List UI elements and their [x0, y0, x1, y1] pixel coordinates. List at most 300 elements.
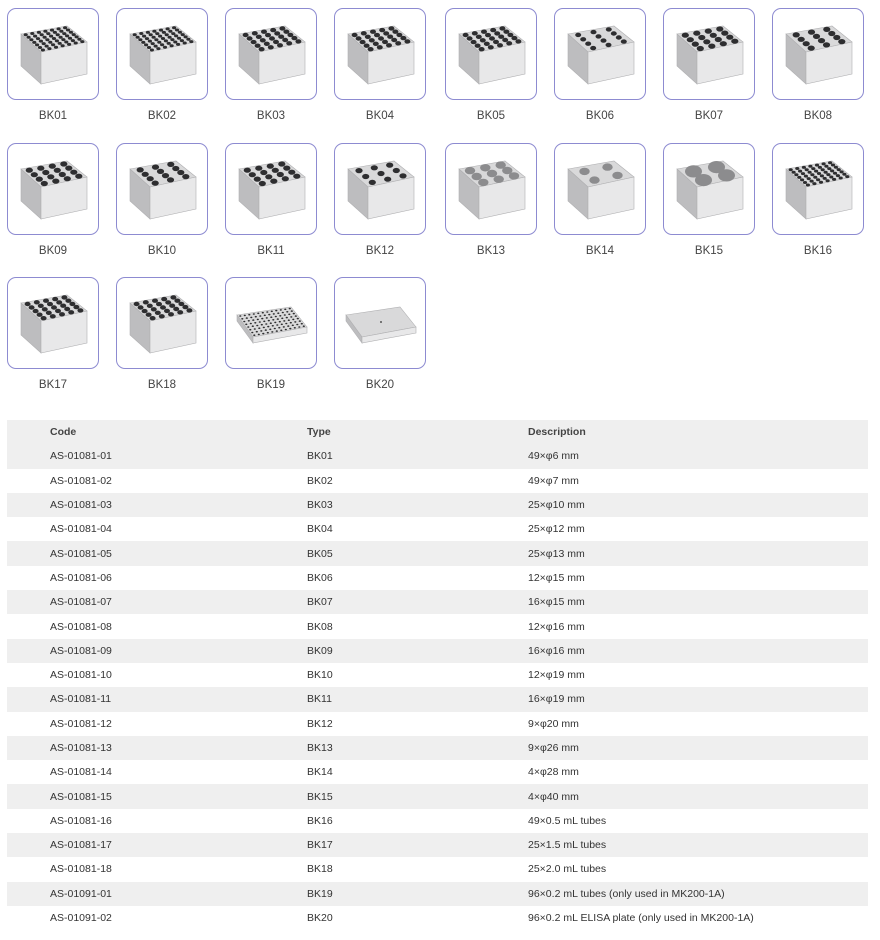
well-hole [47, 47, 51, 50]
well-hole [481, 30, 487, 34]
well-hole [42, 170, 49, 175]
well-hole [61, 38, 65, 41]
well-hole [833, 35, 840, 40]
well-hole [253, 313, 255, 315]
well-hole [255, 44, 261, 48]
well-hole [272, 168, 279, 173]
well-hole [261, 318, 263, 320]
heating-block-image [449, 12, 533, 96]
well-hole [69, 31, 73, 34]
well-hole [40, 33, 44, 36]
well-hole [794, 173, 798, 176]
well-hole [142, 309, 148, 313]
heating-block-image [11, 12, 95, 96]
well-hole [814, 170, 818, 173]
well-hole [277, 43, 283, 47]
heating-block-image [338, 12, 422, 96]
well-hole [365, 35, 371, 39]
well-hole [368, 47, 374, 51]
well-hole [45, 38, 49, 41]
well-hole [472, 31, 478, 35]
well-hole [147, 46, 151, 49]
well-hole [271, 311, 273, 313]
block-card-bk18[interactable] [116, 277, 226, 407]
block-thumbnail[interactable] [772, 8, 864, 100]
cell-description: 49×0.5 mL tubes [528, 814, 607, 827]
well-hole [289, 328, 291, 330]
well-hole [479, 47, 485, 51]
block-thumbnail[interactable] [7, 277, 99, 369]
well-hole [590, 46, 596, 50]
well-hole [256, 331, 258, 333]
block-thumbnail[interactable] [116, 277, 208, 369]
block-thumbnail[interactable] [445, 143, 537, 235]
cell-code: AS-01081-04 [50, 523, 112, 536]
block-card-bk03[interactable] [225, 8, 335, 138]
block-thumbnail[interactable] [225, 143, 317, 235]
well-hole [828, 161, 832, 164]
block-thumbnail[interactable] [445, 8, 537, 100]
table-row [7, 736, 868, 760]
well-hole [270, 179, 277, 184]
well-hole [471, 40, 477, 44]
heating-block-image [667, 12, 751, 96]
cell-type: BK05 [307, 547, 333, 560]
well-hole [798, 37, 805, 42]
table-row [7, 809, 868, 833]
well-hole [166, 27, 170, 30]
well-hole [379, 28, 385, 32]
well-hole [157, 169, 164, 174]
block-thumbnail[interactable] [334, 277, 426, 369]
block-thumbnail[interactable] [772, 143, 864, 235]
table-row [7, 833, 868, 857]
block-card-bk17[interactable] [7, 277, 117, 407]
well-hole [830, 169, 834, 172]
table-row [7, 639, 868, 663]
well-hole [161, 297, 167, 301]
block-card-bk07[interactable] [663, 8, 773, 138]
well-hole [705, 29, 712, 34]
well-hole [141, 41, 145, 44]
well-hole [267, 164, 274, 169]
well-hole [161, 37, 165, 40]
block-card-bk02[interactable] [116, 8, 226, 138]
well-hole [57, 27, 61, 30]
block-card-bk20[interactable] [334, 277, 444, 407]
well-hole [291, 310, 293, 312]
well-hole [258, 327, 260, 329]
well-hole [270, 316, 272, 318]
well-hole [60, 161, 67, 166]
cell-type: BK19 [307, 887, 333, 900]
cell-description: 12×φ15 mm [528, 571, 585, 584]
heating-block-image [449, 147, 533, 231]
well-hole [726, 35, 733, 40]
block-label: BK11 [257, 245, 285, 257]
well-hole [355, 168, 362, 173]
block-thumbnail[interactable] [334, 143, 426, 235]
table-row [7, 566, 868, 590]
well-hole [167, 162, 174, 167]
well-hole [259, 47, 265, 51]
cell-code: AS-01091-01 [50, 887, 112, 900]
well-hole [61, 44, 65, 47]
well-hole [285, 329, 287, 331]
well-hole [163, 46, 167, 49]
well-hole [493, 40, 499, 44]
header-description: Description [528, 426, 586, 439]
block-card-bk15[interactable] [663, 143, 773, 273]
block-card-bk05[interactable] [445, 8, 555, 138]
well-hole [142, 172, 149, 177]
well-hole [241, 318, 243, 320]
well-hole [35, 43, 39, 46]
block-thumbnail[interactable] [554, 8, 646, 100]
well-hole [826, 179, 830, 182]
well-hole [382, 40, 388, 44]
cell-code: AS-01081-11 [50, 693, 112, 706]
well-hole [169, 304, 175, 308]
well-hole [506, 41, 512, 45]
block-label: BK10 [147, 245, 177, 257]
well-hole [251, 40, 257, 44]
well-hole [51, 305, 57, 309]
well-hole [356, 36, 362, 40]
well-hole [295, 39, 301, 43]
well-hole [269, 36, 275, 40]
well-hole [172, 26, 176, 29]
well-hole [819, 181, 823, 184]
well-hole [270, 28, 276, 32]
well-hole [59, 312, 65, 316]
well-hole [255, 316, 257, 318]
well-hole [822, 162, 826, 165]
well-hole [295, 315, 297, 317]
well-hole [251, 332, 253, 334]
well-hole [484, 42, 490, 46]
well-hole [261, 324, 263, 326]
well-hole [808, 165, 812, 168]
well-hole [177, 37, 181, 40]
well-hole [151, 307, 157, 311]
well-hole [823, 177, 827, 180]
well-hole [168, 312, 174, 316]
well-hole [156, 302, 162, 306]
well-hole [274, 31, 280, 35]
well-hole [158, 35, 162, 38]
well-hole [265, 323, 267, 325]
well-hole [42, 307, 48, 311]
well-hole [291, 36, 297, 40]
well-hole [274, 322, 276, 324]
table-row [7, 760, 868, 784]
well-hole [387, 35, 393, 39]
well-hole [465, 167, 475, 174]
well-hole [352, 33, 358, 37]
cell-description: 96×0.2 mL tubes (only used in MK200-1A) [528, 887, 725, 900]
cell-description: 16×φ15 mm [528, 596, 585, 609]
well-hole [256, 325, 258, 327]
well-hole [297, 318, 299, 320]
well-hole [64, 307, 70, 311]
well-hole [157, 41, 161, 44]
cell-code: AS-01081-12 [50, 717, 112, 730]
block-card-bk10[interactable] [116, 143, 226, 273]
well-hole [298, 326, 300, 328]
block-card-bk12[interactable] [334, 143, 444, 273]
well-hole [803, 181, 807, 184]
well-hole [254, 177, 261, 182]
well-hole [585, 42, 591, 46]
block-thumbnail[interactable] [116, 143, 208, 235]
well-hole [147, 176, 154, 181]
cell-description: 25×1.5 mL tubes [528, 839, 607, 852]
well-hole [497, 43, 503, 47]
cell-description: 9×φ20 mm [528, 717, 579, 730]
heating-block-image [11, 281, 95, 365]
well-hole [798, 170, 802, 173]
heating-block-image [558, 12, 642, 96]
well-hole [70, 170, 77, 175]
cell-code: AS-01081-05 [50, 547, 112, 560]
well-hole [697, 46, 704, 51]
well-hole [172, 166, 179, 171]
well-hole [277, 318, 279, 320]
well-hole [253, 334, 255, 336]
block-thumbnail[interactable] [225, 277, 317, 369]
well-hole [575, 33, 581, 37]
block-label: BK12 [365, 245, 395, 257]
well-hole [480, 38, 486, 42]
block-thumbnail[interactable] [554, 143, 646, 235]
well-hole [252, 31, 258, 35]
block-card-bk19[interactable] [225, 277, 335, 407]
well-hole [284, 309, 286, 311]
well-hole [168, 30, 172, 33]
well-hole [181, 33, 185, 36]
well-hole [369, 38, 375, 42]
well-hole [136, 36, 140, 39]
well-hole [260, 38, 266, 42]
well-hole [65, 166, 72, 171]
block-card-bk01[interactable] [7, 8, 117, 138]
well-hole [810, 173, 814, 176]
well-hole [289, 308, 291, 310]
well-hole [49, 164, 56, 169]
well-hole [490, 28, 496, 32]
cell-code: AS-01081-17 [50, 839, 112, 852]
well-hole [254, 328, 256, 330]
well-hole [171, 32, 175, 35]
cell-type: BK07 [307, 596, 333, 609]
cell-code: AS-01081-01 [50, 450, 112, 463]
well-hole [250, 317, 252, 319]
cell-type: BK04 [307, 523, 333, 536]
well-hole [692, 42, 699, 47]
block-thumbnail[interactable] [334, 8, 426, 100]
well-hole [832, 178, 836, 181]
well-hole [149, 33, 153, 36]
well-hole [45, 45, 49, 48]
well-hole [51, 43, 55, 46]
well-hole [60, 304, 66, 308]
well-hole [31, 172, 38, 177]
cell-type: BK14 [307, 766, 333, 779]
block-card-bk08[interactable] [772, 8, 880, 138]
cell-description: 25×φ10 mm [528, 499, 585, 512]
well-hole [72, 33, 76, 36]
well-hole [49, 35, 53, 38]
well-hole [267, 332, 269, 334]
well-hole [693, 31, 700, 36]
well-hole [463, 33, 469, 37]
well-hole [286, 41, 292, 45]
well-hole [54, 168, 61, 173]
well-hole [64, 41, 68, 44]
well-hole [27, 36, 31, 39]
cell-code: AS-01081-16 [50, 814, 112, 827]
block-thumbnail[interactable] [116, 8, 208, 100]
well-hole [164, 309, 170, 313]
well-hole [50, 29, 54, 32]
well-hole [25, 302, 31, 306]
well-hole [154, 38, 158, 41]
well-hole [156, 47, 160, 50]
block-thumbnail[interactable] [663, 8, 755, 100]
block-card-bk04[interactable] [334, 8, 444, 138]
well-hole [160, 305, 166, 309]
well-hole [386, 43, 392, 47]
well-hole [840, 170, 844, 173]
well-hole [803, 41, 810, 46]
block-card-bk14[interactable] [554, 143, 664, 273]
well-hole [488, 45, 494, 49]
block-label: BK17 [38, 379, 68, 391]
well-hole [294, 321, 296, 323]
well-hole [281, 324, 283, 326]
well-hole [143, 300, 149, 304]
well-hole [386, 163, 393, 168]
well-hole [142, 35, 146, 38]
well-hole [838, 39, 845, 44]
well-hole [54, 46, 58, 49]
heating-block-image [120, 281, 204, 365]
well-hole [278, 327, 280, 329]
well-hole [290, 316, 292, 318]
well-hole [807, 177, 811, 180]
block-label: BK02 [147, 110, 177, 122]
well-hole [243, 33, 249, 37]
heating-block-image [338, 147, 422, 231]
well-hole [245, 324, 247, 326]
cell-code: AS-01081-08 [50, 620, 112, 633]
well-hole [283, 320, 285, 322]
well-hole [174, 34, 178, 37]
block-card-bk11[interactable] [225, 143, 335, 273]
well-hole [802, 166, 806, 169]
block-label: BK07 [694, 110, 724, 122]
well-hole [278, 35, 284, 39]
cell-description: 96×0.2 mL ELISA plate (only used in MK200-1A) [528, 912, 754, 925]
well-hole [606, 27, 612, 31]
well-hole [32, 41, 36, 44]
well-hole [77, 308, 83, 312]
well-hole [789, 168, 793, 171]
block-card-bk06[interactable] [554, 8, 664, 138]
cell-description: 12×φ16 mm [528, 620, 585, 633]
cell-code: AS-01081-18 [50, 863, 112, 876]
well-hole [138, 38, 142, 41]
well-hole [821, 168, 825, 171]
table-row [7, 687, 868, 711]
well-hole [399, 173, 406, 178]
block-thumbnail[interactable] [225, 8, 317, 100]
well-hole [837, 168, 841, 171]
cell-type: BK20 [307, 912, 333, 925]
cell-type: BK17 [307, 839, 333, 852]
well-hole [43, 30, 47, 33]
cell-description: 16×φ16 mm [528, 644, 585, 657]
well-hole [48, 41, 52, 44]
well-hole [248, 320, 250, 322]
well-hole [265, 174, 272, 179]
block-card-bk09[interactable] [7, 143, 117, 273]
well-hole [260, 330, 262, 332]
well-hole [62, 32, 66, 35]
block-card-bk13[interactable] [445, 143, 555, 273]
well-hole [255, 166, 262, 171]
block-thumbnail[interactable] [663, 143, 755, 235]
well-hole [287, 325, 289, 327]
heating-block-image [667, 147, 751, 231]
well-hole [67, 43, 71, 46]
well-hole [293, 174, 300, 179]
cell-type: BK09 [307, 644, 333, 657]
well-hole [148, 40, 152, 43]
well-hole [836, 174, 840, 177]
well-hole [612, 172, 622, 179]
well-hole [824, 165, 828, 168]
block-label: BK19 [256, 379, 286, 391]
block-thumbnail[interactable] [7, 8, 99, 100]
well-hole [282, 38, 288, 42]
block-label: BK18 [147, 379, 177, 391]
cell-type: BK18 [307, 863, 333, 876]
well-hole [243, 321, 245, 323]
table-row [7, 541, 868, 565]
well-hole [146, 31, 150, 34]
well-hole [580, 37, 586, 41]
well-hole [167, 177, 174, 182]
well-hole [38, 46, 42, 49]
block-card-bk16[interactable] [772, 143, 880, 273]
well-hole [274, 328, 276, 330]
well-hole [36, 37, 40, 40]
cell-description: 25×φ13 mm [528, 547, 585, 560]
well-hole [273, 40, 279, 44]
well-hole [177, 310, 183, 314]
well-hole [801, 172, 805, 175]
well-hole [710, 33, 717, 38]
well-hole [792, 171, 796, 174]
well-hole [280, 309, 282, 311]
well-hole [499, 26, 505, 30]
well-hole [511, 36, 517, 40]
well-hole [611, 31, 617, 35]
well-hole [283, 166, 290, 171]
block-thumbnail[interactable] [7, 143, 99, 235]
